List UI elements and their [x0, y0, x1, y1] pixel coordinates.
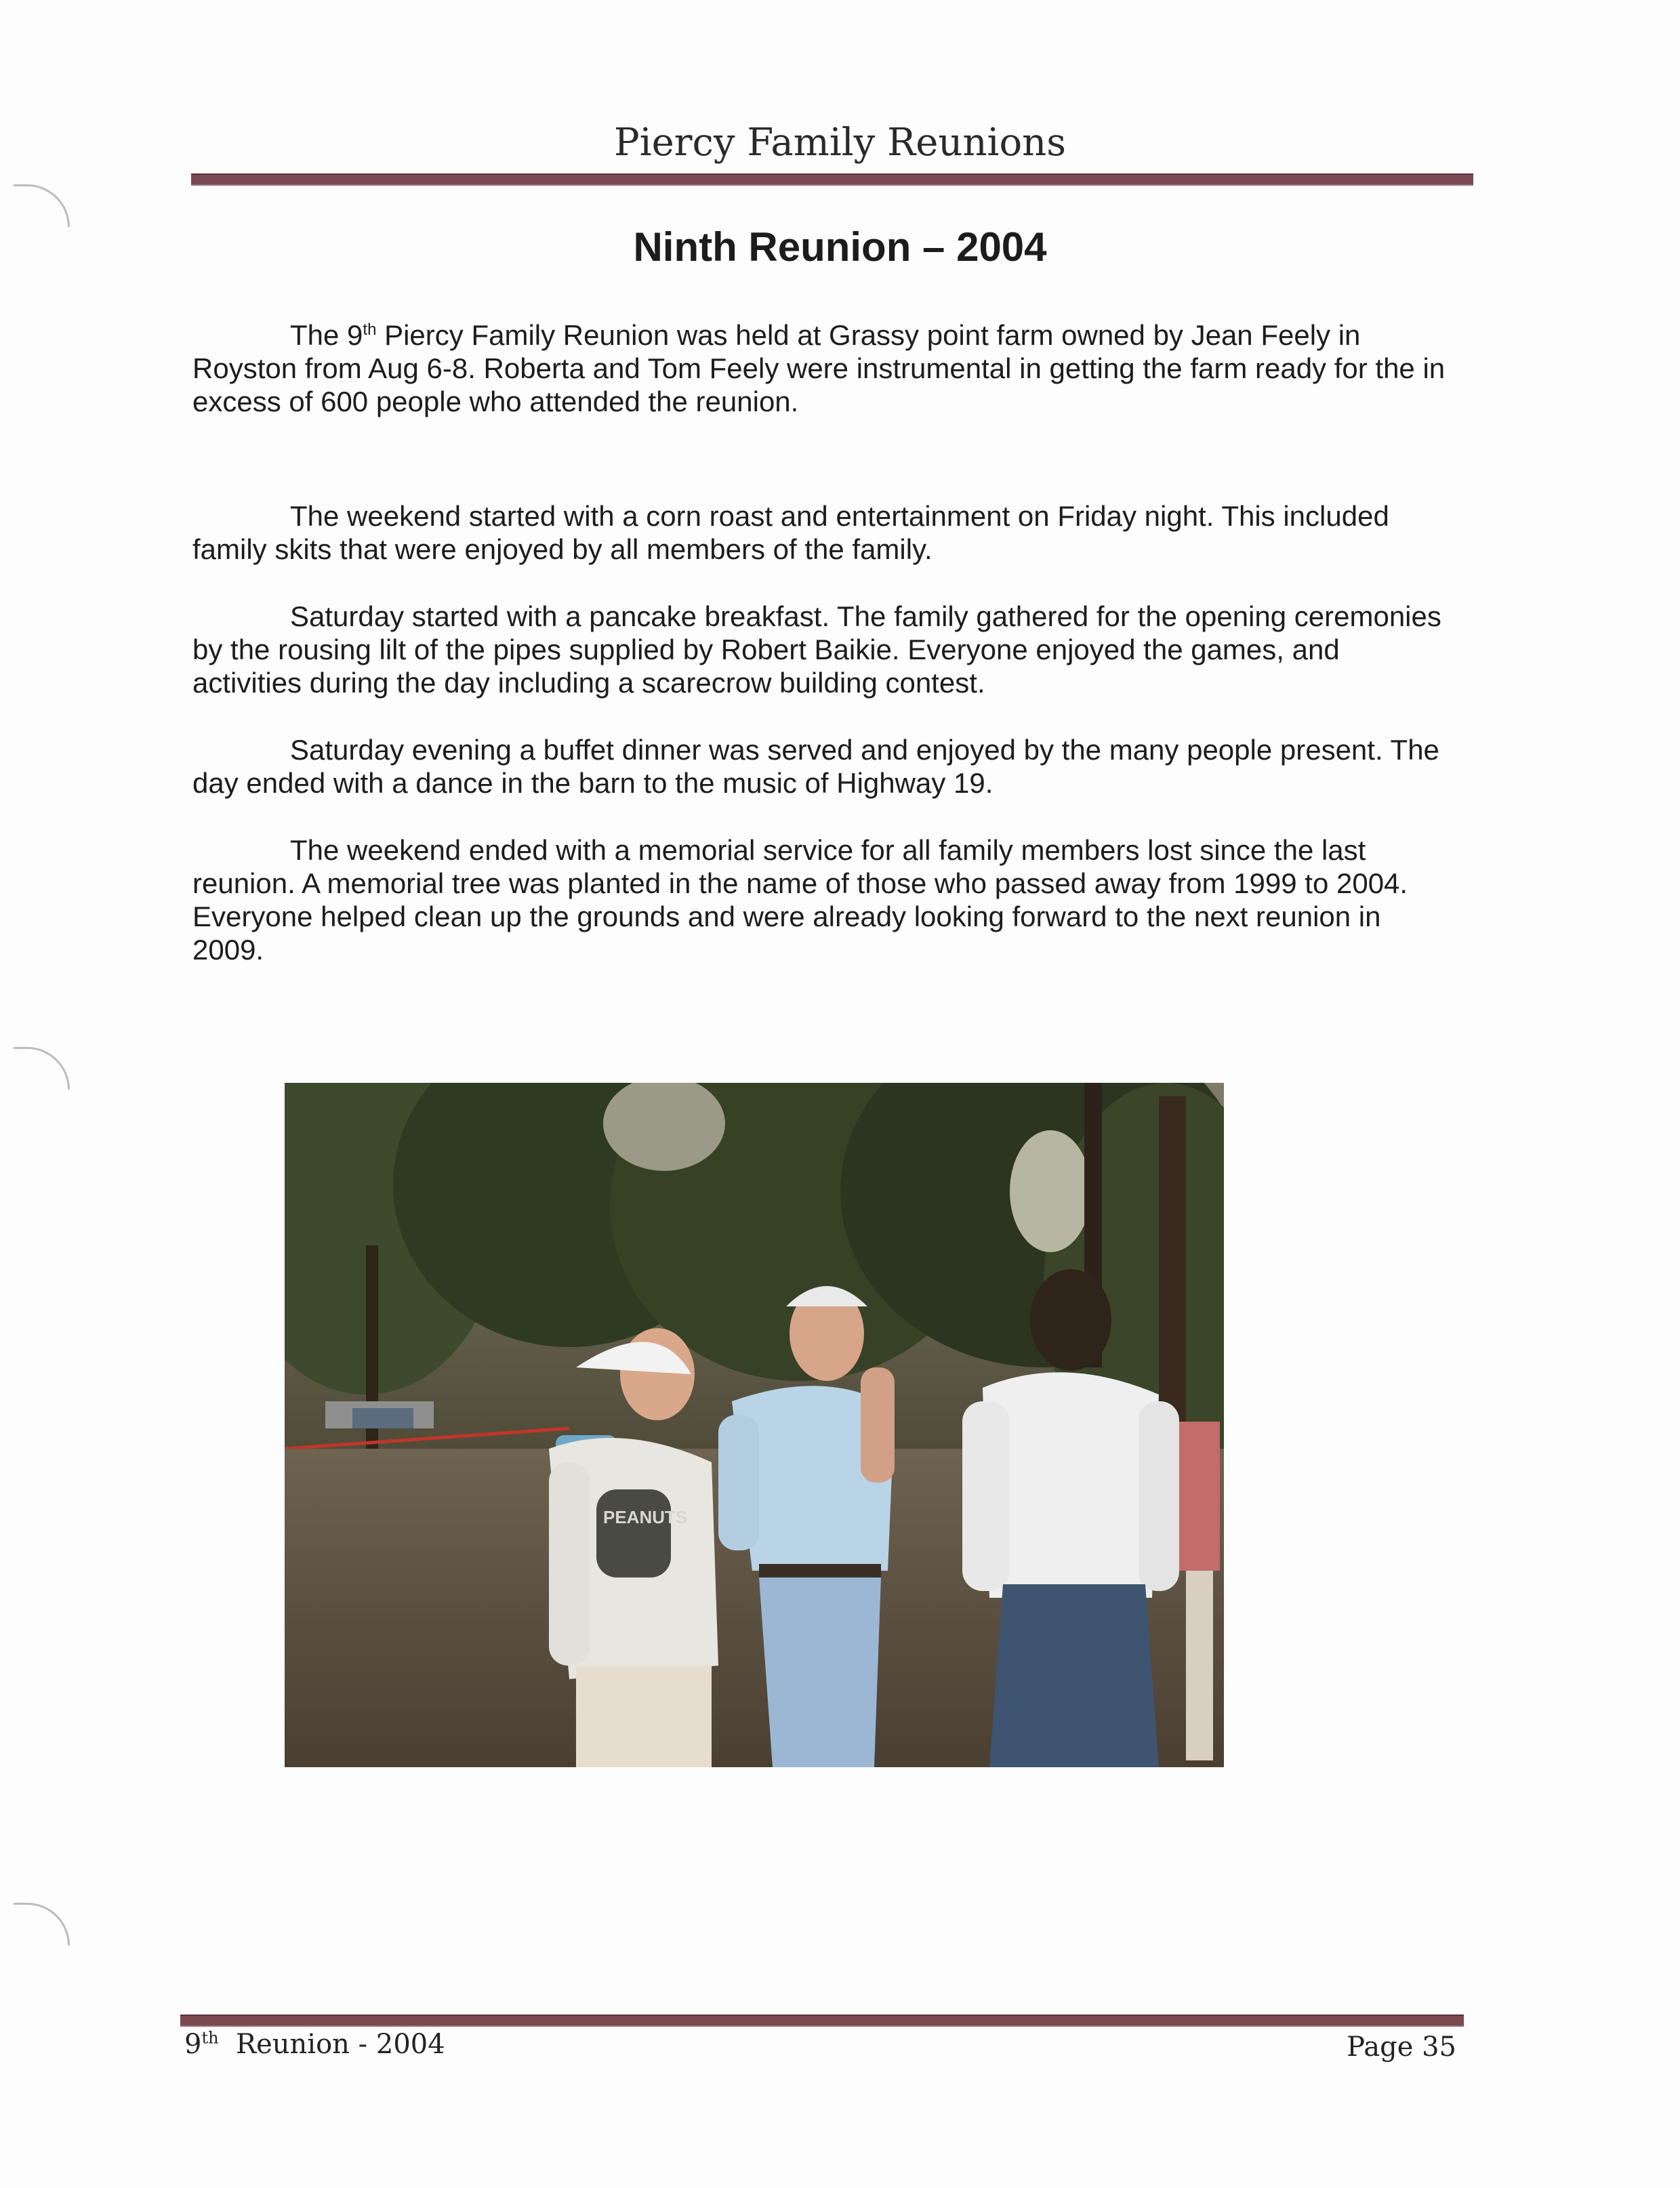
footer-rule — [180, 2015, 1464, 2027]
reunion-photo — [285, 1083, 1224, 1767]
footer-reunion-label: 9th Reunion - 2004 — [184, 2028, 445, 2060]
binder-hole-mark-bottom — [14, 1903, 70, 1945]
footer-page-number: Page 35 — [1347, 2031, 1456, 2063]
paragraph-closing: The weekend ended with a memorial service for all family members lost since the last reunion. A memorial tree was planted in the name of those who passed away from 1999 to 2004. Everyone helped clean up the grounds and were already looking forward to the next reunion in 2009. — [192, 834, 1408, 966]
header-rule — [191, 173, 1473, 186]
binder-hole-mark-middle — [14, 1047, 70, 1090]
svg-text:PEANUTS: PEANUTS — [603, 1507, 688, 1527]
binder-hole-mark-top — [14, 184, 70, 227]
paragraph-saturday: Saturday started with a pancake breakfast. The family gathered for the opening ceremonies by the rousing lilt of the pipes supplied by Robert Baikie. Everyone enjoyed the games, and activities during the day including a scarecrow building contest. — [192, 600, 1441, 699]
body-text — [192, 318, 1453, 1000]
paragraph-intro: The 9th Piercy Family Reunion was held at Grassy point farm owned by Jean Feely in Royston from Aug 6-8. Roberta and Tom Feely were instrumental in getting the farm ready for the in excess of 600 people who attended the reunion. — [192, 319, 1446, 417]
running-header-title: Piercy Family Reunions — [614, 121, 1066, 165]
paragraph-friday: The weekend started with a corn roast and entertainment on Friday night. This included family skits that were enjoyed by all members of the family. — [192, 500, 1389, 565]
section-title: Ninth Reunion – 2004 — [633, 224, 1047, 270]
paragraph-saturday-evening: Saturday evening a buffet dinner was served and enjoyed by the many people present. The day ended with a dance in the barn to the music of Highway 19. — [192, 734, 1439, 799]
